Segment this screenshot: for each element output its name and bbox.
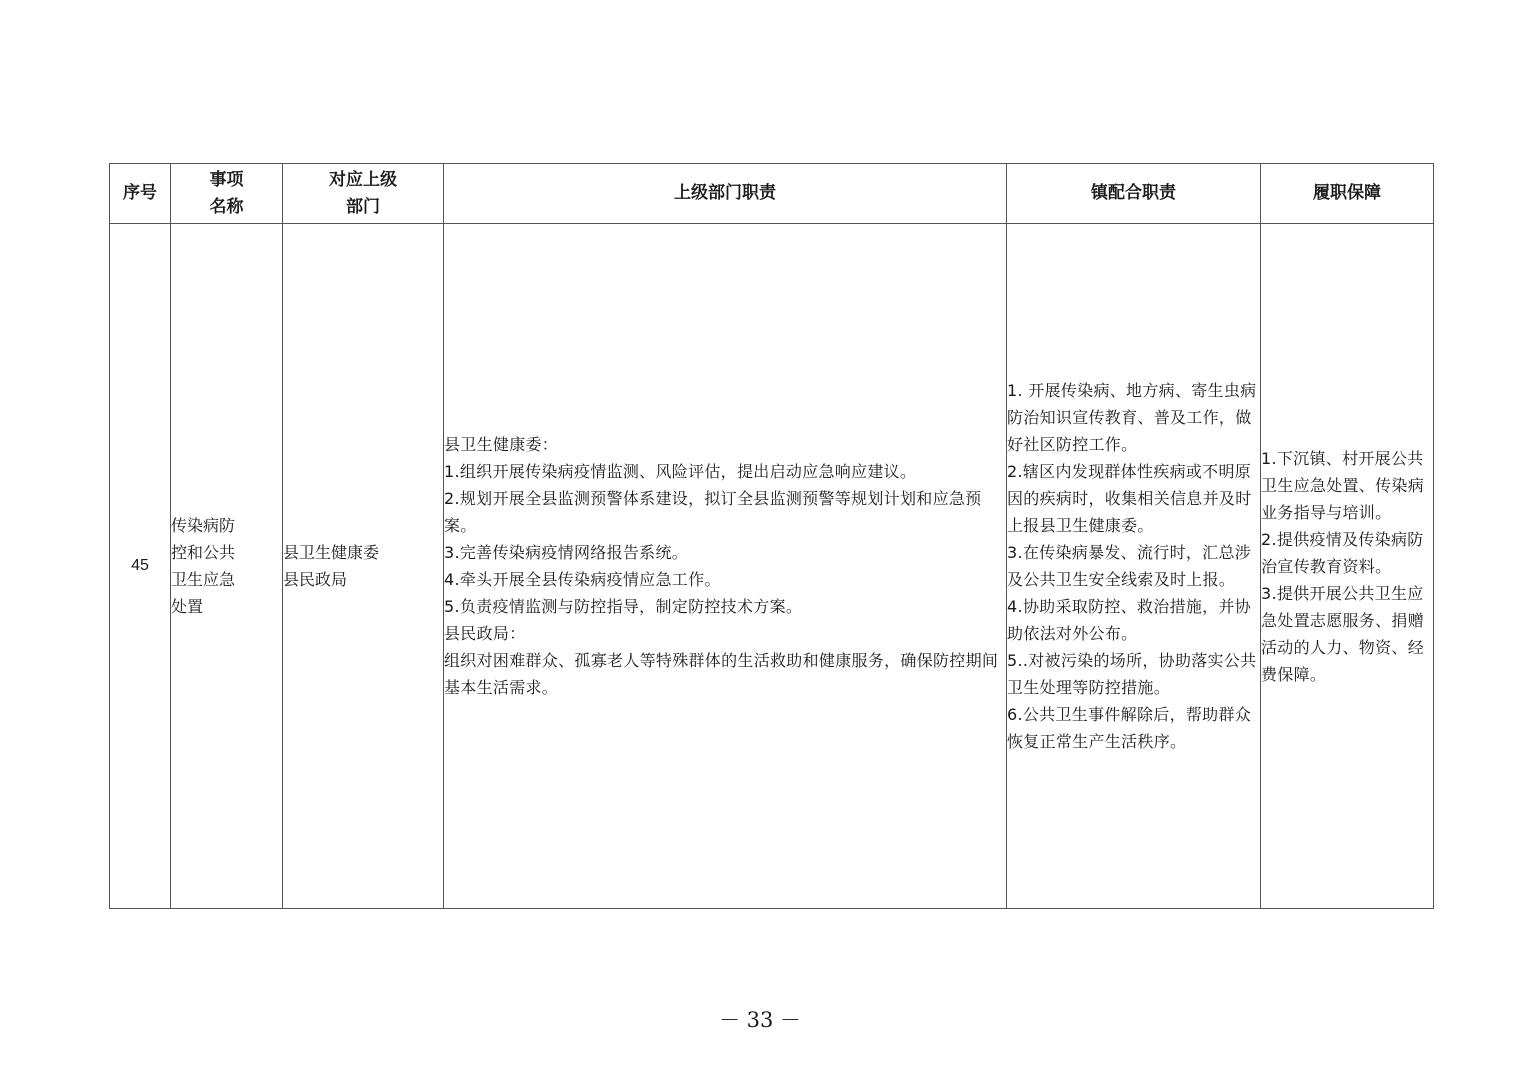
guarantee-line: 1.下沉镇、村开展公共卫生应急处置、传染病业务指导与培训。 (1261, 448, 1425, 522)
header-superior-department: 对应上级 部门 (283, 164, 444, 224)
superior-duty-line: 3.完善传染病疫情网络报告系统。 (444, 543, 689, 562)
row-guarantees (1261, 224, 1434, 909)
header-guarantees: 履职保障 (1261, 164, 1434, 224)
department-name: 县民政局 (283, 570, 348, 589)
guarantee-line: 2.提供疫情及传染病防治宣传教育资料。 (1261, 529, 1424, 576)
item-name-line: 传染病防 (171, 516, 236, 535)
table-header-row (110, 164, 1434, 224)
duty-table (109, 163, 1434, 909)
superior-duty-line: 2.规划开展全县监测预警体系建设，拟订全县监测预警等规划计划和应急预案。 (444, 489, 982, 535)
header-item-name: 事项 名称 (171, 164, 283, 224)
superior-duty-line: 1.组织开展传染病疫情监测、风险评估，提出启动应急响应建议。 (444, 462, 917, 481)
header-serial-number: 序号 (110, 164, 171, 224)
town-duty-line: 5..对被污染的场所，协助落实公共卫生处理等防控措施。 (1007, 651, 1257, 697)
header-superior-duties: 上级部门职责 (444, 164, 1007, 224)
town-duty-line: 3.在传染病暴发、流行时，汇总涉及公共卫生安全线索及时上报。 (1007, 543, 1252, 589)
town-duty-line: 2.辖区内发现群体性疾病或不明原因的疾病时，收集相关信息并及时上报县卫生健康委。 (1007, 462, 1252, 535)
table-row (110, 224, 1434, 909)
superior-duty-line: 5.负责疫情监测与防控指导，制定防控技术方案。 (444, 597, 803, 616)
superior-duty-line: 县卫生健康委： (444, 435, 559, 454)
row-superior-duties (444, 224, 1007, 909)
town-duty-line: 6.公共卫生事件解除后，帮助群众恢复正常生产生活秩序。 (1007, 705, 1252, 751)
row-serial-number: 45 (110, 224, 171, 909)
header-town-duties: 镇配合职责 (1007, 164, 1261, 224)
guarantee-line: 3.提供开展公共卫生应急处置志愿服务、捐赠活动的人力、物资、经费保障。 (1261, 583, 1425, 684)
item-name-line: 处置 (171, 597, 204, 616)
item-name-line: 控和公共 (171, 543, 236, 562)
town-duty-line: 1. 开展传染病、地方病、寄生虫病防治知识宣传教育、普及工作，做好社区防控工作。 (1007, 381, 1257, 454)
page-number: － 33 － (718, 1008, 802, 1032)
town-duty-line: 4.协助采取防控、救治措施，并协助依法对外公布。 (1007, 597, 1252, 643)
superior-duty-line: 组织对困难群众、孤寡老人等特殊群体的生活救助和健康服务，确保防控期间基本生活需求。 (444, 651, 999, 697)
row-item-name (171, 224, 283, 909)
row-town-duties (1007, 224, 1261, 909)
superior-duty-line: 4.牵头开展全县传染病疫情应急工作。 (444, 570, 721, 589)
item-name-line: 卫生应急 (171, 570, 236, 589)
department-name: 县卫生健康委 (283, 543, 380, 562)
row-departments (283, 224, 444, 909)
superior-duty-line: 县民政局： (444, 624, 526, 643)
